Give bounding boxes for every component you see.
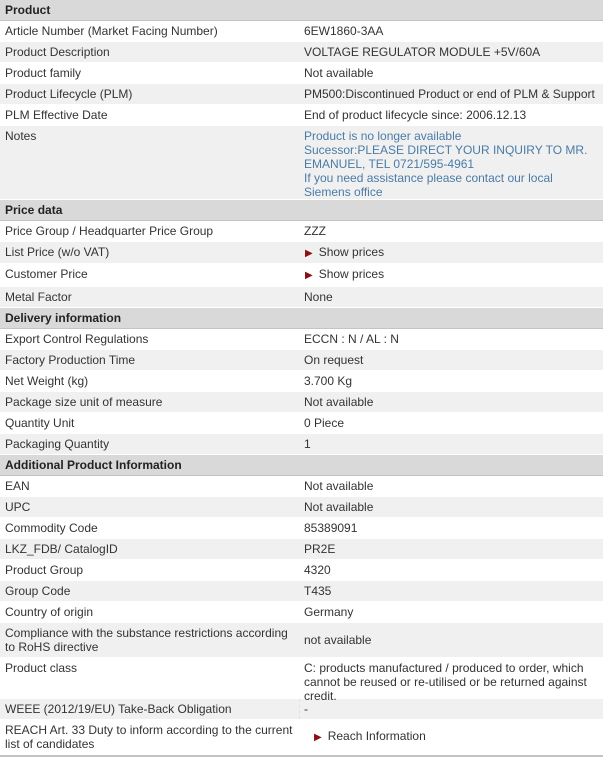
row-catalog-id (0, 539, 603, 560)
row-weee (0, 699, 603, 720)
row-label: Notes (5, 129, 37, 143)
row-value: Not available (304, 395, 374, 409)
reach-information-link[interactable] (300, 720, 603, 754)
row-label: Group Code (5, 584, 71, 598)
row-value: ECCN : N / AL : N (304, 332, 399, 346)
section-header-product: Product (0, 0, 603, 21)
row-product-description (0, 42, 603, 63)
row-label: Net Weight (kg) (5, 374, 89, 388)
link-text[interactable]: Show prices (318, 267, 385, 281)
row-value: - (304, 702, 308, 716)
row-value: Not available (304, 66, 374, 80)
row-label: EAN (5, 479, 30, 493)
link-text[interactable]: Reach Information (327, 729, 426, 743)
row-label: UPC (5, 500, 31, 514)
row-value: 4320 (304, 563, 331, 577)
row-value: 6EW1860-3AA (304, 24, 384, 38)
row-label: Product Description (5, 45, 110, 59)
row-label: Packaging Quantity (5, 437, 110, 451)
row-label: Compliance with the substance restrictions according to RoHS directive (5, 626, 288, 654)
row-label: Quantity Unit (5, 416, 75, 430)
row-product-family (0, 63, 603, 84)
row-label: REACH Art. 33 Duty to inform according to the current list of candidates (5, 723, 293, 751)
row-value: Germany (304, 605, 354, 619)
row-packaging-quantity (0, 434, 603, 455)
row-value: End of product lifecycle since: 2006.12.13 (304, 108, 527, 122)
row-production-time (0, 350, 603, 371)
row-label: Article Number (Market Facing Number) (5, 24, 218, 38)
row-label: WEEE (2012/19/EU) Take-Back Obligation (0, 699, 300, 719)
row-ean (0, 476, 603, 497)
row-value: 1 (304, 437, 311, 451)
row-quantity-unit (0, 413, 603, 434)
row-package-size (0, 392, 603, 413)
row-label: Product class (5, 661, 78, 675)
row-value: 0 Piece (304, 416, 345, 430)
row-customer-price (0, 264, 603, 287)
row-value: PM500:Discontinued Product or end of PLM & Support (304, 87, 595, 101)
row-value: None (304, 290, 333, 304)
row-commodity-code (0, 518, 603, 539)
row-value: Not available (304, 500, 374, 514)
customer-price-link[interactable] (300, 264, 603, 286)
section-header-delivery: Delivery information (0, 308, 603, 329)
row-label: Price Group / Headquarter Price Group (5, 224, 214, 238)
row-value: VOLTAGE REGULATOR MODULE +5V/60A (304, 45, 541, 59)
row-value: On request (304, 353, 364, 367)
row-label: Product family (5, 66, 82, 80)
row-list-price (0, 242, 603, 264)
row-label: PLM Effective Date (5, 108, 108, 122)
row-label: Country of origin (5, 605, 94, 619)
row-value: 3.700 Kg (304, 374, 353, 388)
row-export-control (0, 329, 603, 350)
row-label: Commodity Code (5, 521, 98, 535)
row-label: Metal Factor (5, 290, 72, 304)
row-value: 85389091 (304, 521, 358, 535)
row-value: C: products manufactured / produced to order, which cannot be reused or re-utilised or be returned against credit. (304, 661, 587, 703)
row-label: Product Lifecycle (PLM) (5, 87, 133, 101)
row-notes (0, 126, 603, 200)
row-country-of-origin (0, 602, 603, 623)
row-label: Customer Price (5, 267, 88, 281)
section-header-price: Price data (0, 200, 603, 221)
row-rohs (0, 623, 603, 658)
section-header-additional: Additional Product Information (0, 455, 603, 476)
row-value: Not available (304, 479, 374, 493)
row-label: Factory Production Time (5, 353, 136, 367)
notes-line: If you need assistance please contact our local Siemens office (304, 171, 553, 199)
row-label: List Price (w/o VAT) (5, 245, 110, 259)
row-product-group (0, 560, 603, 581)
row-value: ZZZ (304, 224, 326, 238)
row-price-group (0, 221, 603, 242)
list-price-link[interactable] (300, 242, 603, 263)
row-label: Package size unit of measure (5, 395, 163, 409)
notes-line: Sucessor:PLEASE DIRECT YOUR INQUIRY TO MR. EMANUEL, TEL 0721/595-4961 (304, 143, 588, 171)
row-value: PR2E (304, 542, 336, 556)
row-net-weight (0, 371, 603, 392)
table-bottom-border (0, 755, 603, 757)
row-label: Export Control Regulations (5, 332, 149, 346)
notes-value (300, 126, 603, 199)
row-reach (0, 720, 603, 755)
row-metal-factor (0, 287, 603, 308)
notes-line: Product is no longer available (304, 129, 462, 143)
row-value: T435 (304, 584, 332, 598)
chevron-right-icon: ▶ (305, 270, 313, 281)
row-product-class (0, 658, 603, 703)
row-upc (0, 497, 603, 518)
row-value: not available (304, 633, 372, 647)
row-plm-effective-date (0, 105, 603, 126)
chevron-right-icon: ▶ (314, 732, 322, 743)
row-article-number (0, 21, 603, 42)
row-group-code (0, 581, 603, 602)
link-text[interactable]: Show prices (318, 245, 385, 259)
row-product-lifecycle (0, 84, 603, 105)
chevron-right-icon: ▶ (305, 248, 313, 259)
row-label: LKZ_FDB/ CatalogID (5, 542, 118, 556)
row-label: Product Group (5, 563, 84, 577)
